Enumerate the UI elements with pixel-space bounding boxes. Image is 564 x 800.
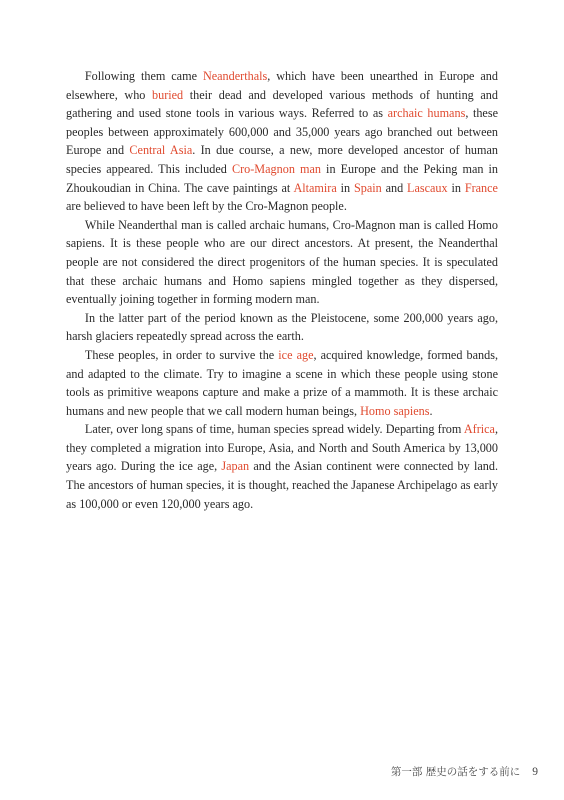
text-segment: , these peoples between approximately 600,000 and 35,000 years ago branched out between Europe and <box>66 106 498 158</box>
text-segment: Following them came <box>84 69 203 83</box>
page-footer <box>391 764 538 779</box>
text-segment: in <box>447 180 465 195</box>
page-number: 9 <box>532 766 538 778</box>
keyword-link[interactable]: Altamira <box>293 180 337 195</box>
text-segment: in <box>336 180 354 195</box>
text-segment: , acquired knowledge, formed bands, and adapted to the climate. Try to imagine a scene in which these people using stone tools as primitive weapons capture and make a prize of a mammoth. It is these archaic humans and new people that we call modern human beings, <box>66 347 498 418</box>
keyword-link[interactable]: Lascaux <box>407 180 448 195</box>
text-segment: In the latter part of the period known as the Pleistocene, some 200,000 years ago, harsh glaciers repeatedly spread across the earth. <box>66 310 498 344</box>
footer-chapter-title: 第一部 歴史の話をする前に <box>390 766 521 778</box>
keyword-link[interactable]: Spain <box>353 180 382 195</box>
keyword-link[interactable]: Central Asia <box>129 143 193 158</box>
paragraph <box>66 67 498 216</box>
text-segment: their dead and developed various methods of hunting and gathering and used stone tools in various ways. Referred to as <box>66 87 498 121</box>
keyword-link[interactable]: Japan <box>221 459 250 474</box>
text-segment: . <box>429 403 433 418</box>
keyword-link[interactable]: Cro-Magnon man <box>231 161 321 176</box>
keyword-link[interactable]: buried <box>152 87 184 102</box>
keyword-link[interactable]: Homo sapiens <box>360 403 430 418</box>
text-segment: , they completed a migration into Europe, Asia, and North and South America by 13,000 years ago. During the ice age, <box>66 422 498 474</box>
body-text <box>66 67 498 513</box>
keyword-link[interactable]: Africa <box>463 422 495 437</box>
text-segment: in Europe and the Peking man in Zhoukoudian in China. The cave paintings at <box>66 161 498 195</box>
paragraph <box>66 309 498 346</box>
paragraph <box>66 346 498 420</box>
text-segment: While Neanderthal man is called archaic humans, Cro-Magnon man is called Homo sapiens. It is these people who are our direct ancestors. At present, the Neanderthal people are not considered the direct progenitors of the human species. It is speculated that these archaic humans and Homo sapiens mingled together as they dispersed, eventually joining together in forming modern man. <box>66 217 498 307</box>
paragraph <box>66 216 498 309</box>
keyword-link[interactable]: France <box>464 180 498 195</box>
paragraph <box>66 420 498 513</box>
text-segment: and the Asian continent were connected by land. The ancestors of human species, it is thought, reached the Japanese Archipelago as early as 100,000 or even 120,000 years ago. <box>66 459 498 511</box>
keyword-link[interactable]: Neanderthals <box>202 69 268 83</box>
text-segment: Later, over long spans of time, human species spread widely. Departing from <box>84 422 464 437</box>
text-segment: and <box>381 180 408 195</box>
text-segment: are believed to have been left by the Cro-Magnon people. <box>66 199 347 214</box>
text-segment: , which have been unearthed in Europe and elsewhere, who <box>66 69 498 102</box>
text-segment: These peoples, in order to survive the <box>84 347 279 362</box>
text-segment: . In due course, a new, more developed ancestor of human species appeared. This included <box>66 143 499 176</box>
keyword-link[interactable]: ice age <box>278 347 314 362</box>
keyword-link[interactable]: archaic humans <box>387 106 466 121</box>
